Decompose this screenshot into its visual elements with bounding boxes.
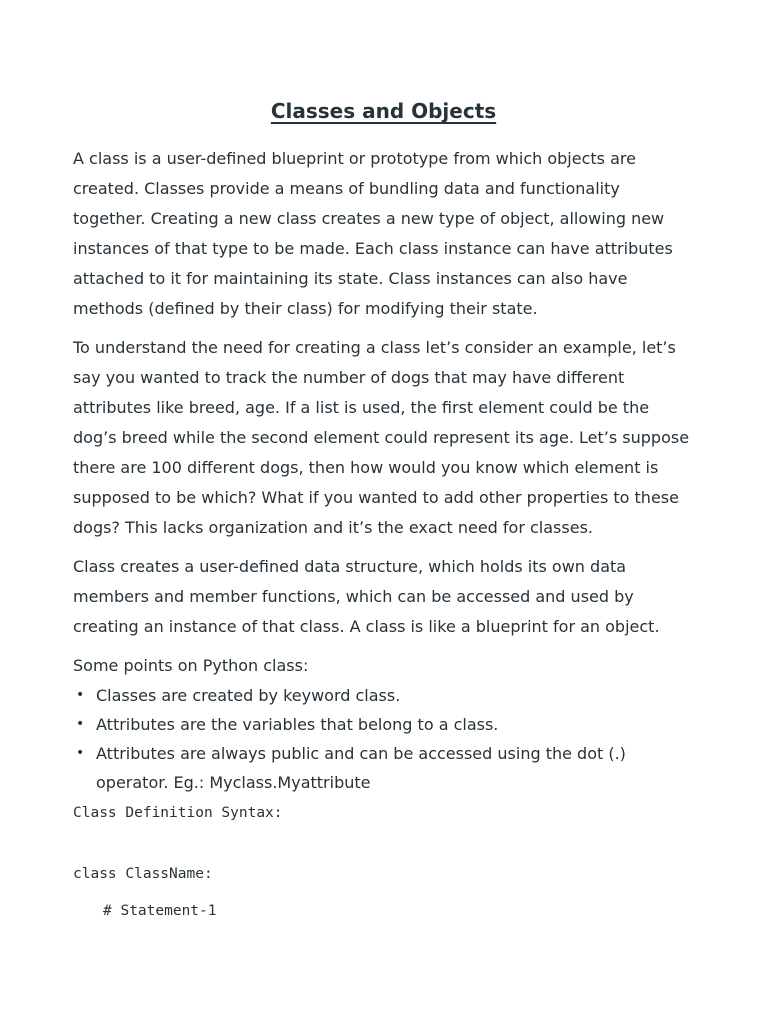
- paragraph-intro: A class is a user-defined blueprint or prototype from which objects are created. Classes provide a means of bundling data and functionality together. Creating a new class creates a new type of object, allowing new instances of that type to be made. Each class instance can have attributes attached to it for maintaining its state. Class instances can also have methods (defined by their class) for modifying their state.: [73, 149, 673, 318]
- bullet-icon: •: [76, 745, 85, 761]
- bullet-icon: •: [76, 687, 85, 703]
- list-item-text: Classes are created by keyword class.: [96, 686, 401, 705]
- points-intro: Some points on Python class:: [73, 656, 309, 675]
- code-definition-label: Class Definition Syntax:: [73, 805, 283, 821]
- list-item-text: Attributes are always public and can be accessed using the dot (.) operator. Eg.: Myclass.Myattribute: [96, 744, 626, 792]
- page-title: Classes and Objects: [270, 99, 497, 123]
- paragraph-structure: Class creates a user-defined data structure, which holds its own data members and member functions, which can be accessed and used by creating an instance of that class. A class is like a blueprint for an object.: [73, 557, 660, 636]
- list-item: [73, 739, 694, 797]
- points-list: [73, 681, 694, 797]
- list-item: [73, 710, 694, 739]
- paragraph-example: To understand the need for creating a class let’s consider an example, let’s say you wanted to track the number of dogs that may have different attributes like breed, age. If a list is used, the first element could be the dog’s breed while the second element could represent its age. Let’s suppose there are 100 different dogs, then how would you know which element is supposed to be which? What if you wanted to add other properties to these dogs? This lacks organization and it’s the exact need for classes.: [73, 338, 690, 537]
- list-item: [73, 681, 694, 710]
- code-class-line: class ClassName:: [73, 866, 213, 882]
- bullet-icon: •: [76, 716, 85, 732]
- list-item-text: Attributes are the variables that belong to a class.: [96, 715, 499, 734]
- code-statement-line: # Statement-1: [103, 903, 217, 919]
